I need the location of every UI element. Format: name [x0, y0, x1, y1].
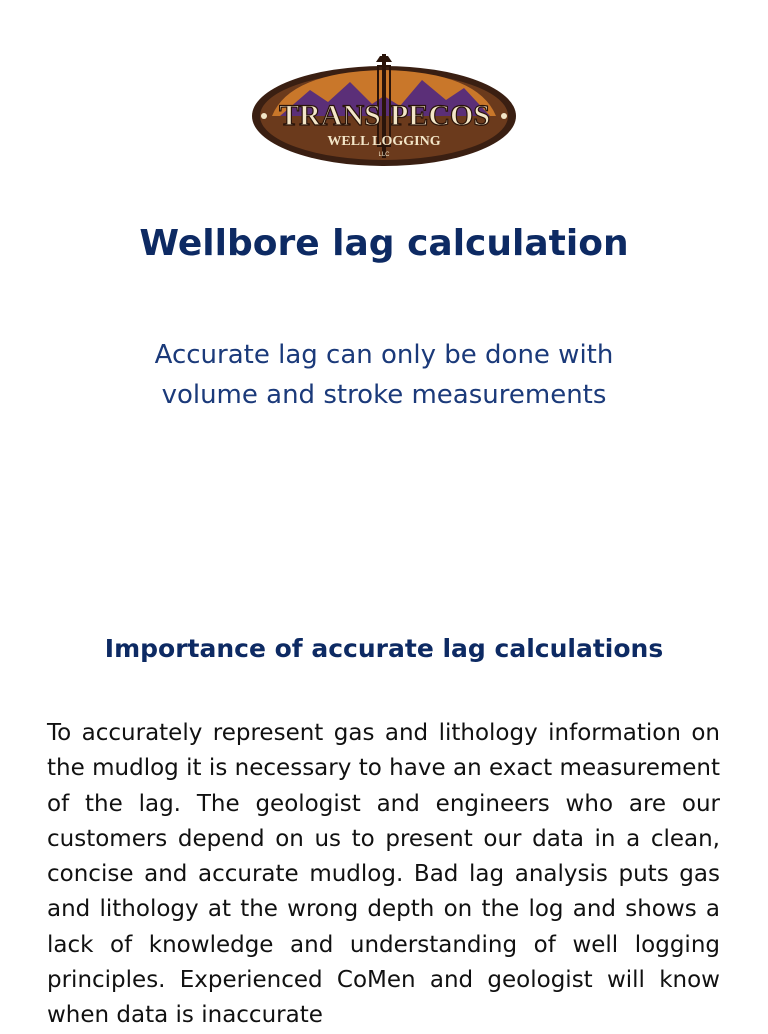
logo-text-pecos: PECOS [389, 99, 491, 132]
company-logo [250, 52, 518, 170]
subtitle-line-1: Accurate lag can only be done with [154, 340, 614, 370]
logo-text-trans: TRANS [279, 99, 381, 132]
subtitle-line-2: volume and stroke measurements [161, 380, 607, 410]
page-title: Wellbore lag calculation [139, 223, 629, 264]
section-heading: Importance of accurate lag calculations [104, 634, 664, 663]
subtitle [0, 335, 768, 415]
logo-graphic [250, 52, 518, 170]
logo-text-well-logging: WELL LOGGING [327, 134, 441, 149]
body-paragraph: To accurately represent gas and lithology information on the mudlog it is necessary to have an exact measurement of the lag. The geologist and engineers who are our customers depend on us to present our data in a clean, concise and accurate mudlog. Bad lag analysis puts gas and lithology at the wrong depth on the log and shows a lack of knowledge and understanding of well logging principles. Experienced CoMen and geologist will know when data is inaccurate [47, 720, 720, 1029]
logo-text-llc: LLC [378, 152, 390, 158]
